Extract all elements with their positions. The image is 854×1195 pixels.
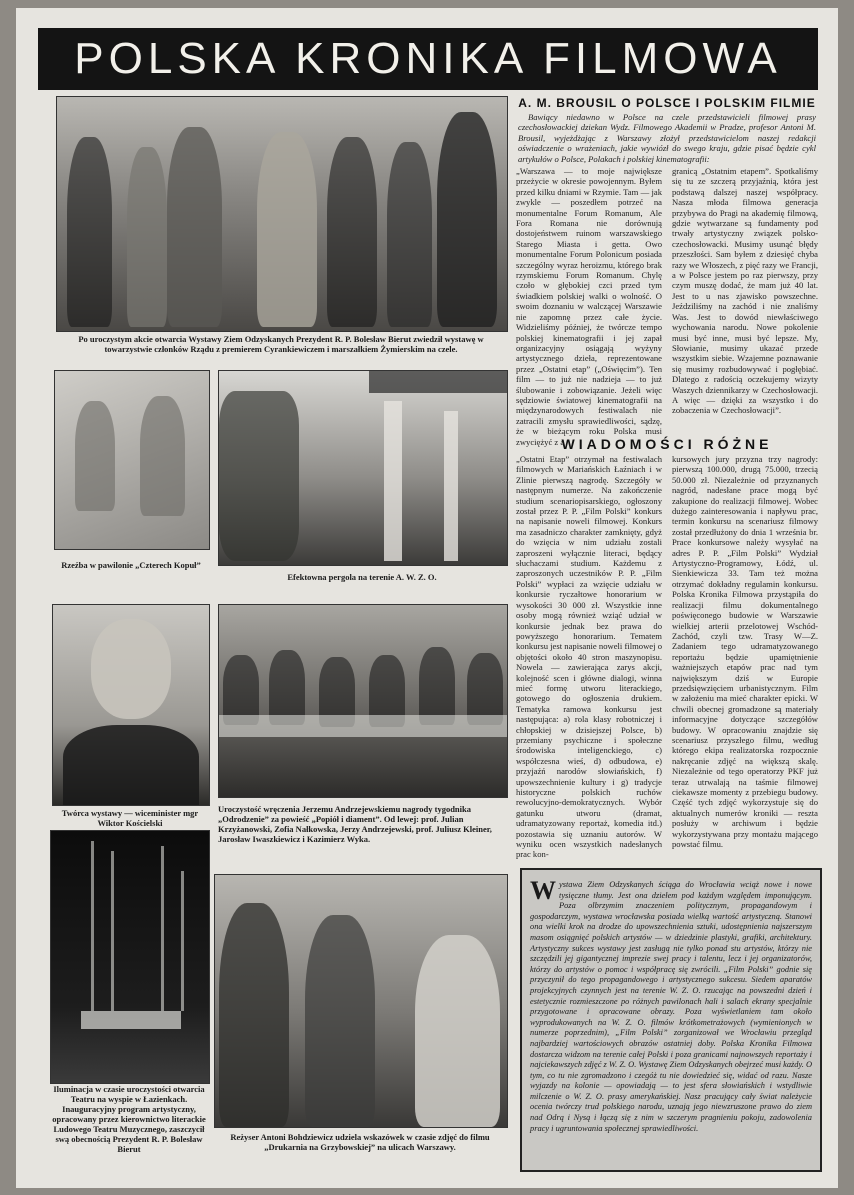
caption-film-set: Reżyser Antoni Bohdziewicz udziela wskazówek w czasie zdjęć do filmu „Drukarnia na Grzybowskiej” na ulicach Warszawy.: [230, 1132, 490, 1152]
photo-film-set: [214, 874, 508, 1128]
exhibition-dropcap: W: [530, 876, 556, 905]
photo-sculpture: [54, 370, 210, 550]
photo-jury: [218, 604, 508, 798]
exhibition-article-box: [520, 868, 822, 1172]
caption-portrait: Twórca wystawy — wiceminister mgr Wiktor Kościelski: [61, 808, 199, 828]
article-news-column-2: kursowych jury przyzna trzy nagrody: pierwszą 100.000, drugą 75.000, trzecią 50.000 zł. Niezależnie od przyznanych nagród, nadesłane prace mogą być zakupione do realizacji filmowej. Wobec dużego zainteresowania i napływu prac, termin konkursu na scenariusz filmowy został przedłużony do dnia 1 września br. Prace konkursowe należy wysyłać na adres P. P. „Film Polski” Wydział Artystyczno-Programowy, Łódź, ul. Sienkiewicza 33. Tam też można otrzymać dokładny regulamin konkursu. Polska Kronika Filmowa przystąpiła do realizacji filmu dokumentalnego poświęconego budowie w Warszawie wielkiej arterii przelotowej Wschód-Zachód, czyli tzw. Trasy W—Z. Zadaniem tego udramatyzowanego reportażu będzie upamiętnienie ważniejszych etapów prac nad tym największym dziś w Europie przedsięwzięciem urbanistycznym. Film w założeniu ma mieć charakter epicki. W chwili obecnej gromadzone są materiały informacyjne dotyczące szczegółów budowy. W opracowaniu znajdzie się scenariusz przyszłego filmu, według którego ekipa realizatorska rozpocznie nakręcanie zdjęć na większą skalę. Niezależnie od tego operatorzy PKF już teraz utrwalają na taśmie filmowej ciekawsze momenty z przebiegu budowy. Część tych zdjęć wykorzystuje się do aktualnych numerów kroniki — reszta posłuży w archiwum i będzie wykorzystywana przy montażu mającego powstać filmu.: [672, 454, 818, 850]
masthead-title: POLSKA KRONIKA FILMOWA: [38, 28, 818, 90]
article-news-column-1: „Ostatni Etap” otrzymał na festiwalach filmowych w Mariańskich Łaźniach i w Zlinie pierwszą nagrodę. Szczegóły w następnym numerze. Na zakończenie studium scenariopisarskiego, ogłoszony został przez P. P. „Film Polski” konkurs na napisanie noweli filmowej. Konkurs ma zasadniczo charakter zamknięty, gdyż do wzięcia w nim udziału zostali zaproszeni wyłącznie literaci, będący słuchaczami studium. Każdemu z zaproszonych uczestników P. P. „Film Polski” wypłaci za wzięcie udziału w konkursie ryczałtowe honorarium w wysokości 30 000 zł. Wszystkie inne osoby mogą również wziąć udział w konkursie jednak bez prawa do powyższego honorarium. Tematem konkursu jest napisanie noweli filmowej o objętości około 40 stron maszynopisu. Nowela — zawierająca zarys akcji, kolejność scen i główne dialogi, winna mieć formę utworu literackiego, gotowego do ogłoszenia drukiem. Tematyka ramowa konkursu jest następująca: a) rola klasy robotniczej i chłopskiej w dzisiejszej Polsce, b) przemiany psychiczne i społeczne środowiska inteligenckiego, c) współczesna wieś, d) odbudowa, e) przyjaźń narodów słowiańskich, f) upowszechnienie kultury i g) tradycje historyczne polskich ruchów rewolucyjno-demokratycznych. Wybór gatunku utworu (dramat, udramatyzowany reportaż, komedia itd.) pozostawia się uznaniu autorów. W wyniku ocen wszystkich nadesłanych prac kon-: [516, 454, 662, 860]
caption-sculpture: Rzeźba w pawilonie „Czterech Kopuł”: [61, 560, 201, 570]
caption-jury: Uroczystość wręczenia Jerzemu Andrzejewskiemu nagrody tygodnika „Odrodzenie” za powieść „Popiół i diament”. Od lewej: prof. Julian Krzyżanowski, Zofia Nałkowska, Jerzy Andrzejewski, prof. Juliusz Kleiner, Jarosław Iwaszkiewicz i Kazimierz Wyka.: [218, 804, 492, 844]
article-brousil-column-1: „Warszawa — to moje największe przeżycie w okresie powojennym. Byłem przed kilku dniami w Rzymie. Tam — jak zwykle — poszedłem potrzeć na monumentalne Forum Romanum, Ale Fora Romana nie dorównują dostojeństwem ruinom warszawskiego Starego Miasta i getta. Owo monumentalne Forum Polonicum posiada szczególny wyraz heroizmu, którego brak rzymskiemu Forum Romanum. Chylę czoło w głębokiej czci przed tym świadkiem polskiej walki o wolność. O swoim doznaniu w walczącej Warszawie nie zapomnę przez całe życie. Widzieliśmy później, że twórcze tempo polskiej kinematografii i jej zapał organizacyjny osiągają wyżyny artystycznego dzieła, reprezentowane przez „Ostatni etap” („Oświęcim”). Ten film — to już nie nadzieja — to już ślubowanie i zobowiązanie. Jeżeli więc sędziowie światowej kinematografii na międzynarodowych festiwalach nie zatracili zmysłu sprawiedliwości, sądzę, że w bieżącym roku Polska musi zwyciężyć z a: [516, 166, 662, 447]
photo-portrait: [52, 604, 210, 806]
article-brousil-column-2: granicą „Ostatnim etapem”. Spotkaliśmy się tu ze szczerą przyjaźnią, która jest podstawą dalszej naszej współpracy. Nasza młoda filmowa generacja przybywa do Pragi na akademię filmową, gdzie wytwarzane są fundamenty pod trwały artystyczny związek polsko-czechosłowacki. Musimy usunąć błędy przeszłości. Sam byłem z dziesięć chyba razy we Włoszech, z pięć razy we Francji, a w Polsce jestem po raz pierwszy, przy czym muszę dodać, że mam już 40 lat. Jest to u nas zjawisko powszechne. Jeździliśmy na zachód i nie znaliśmy Was. Jest to dowód niewłaściwego wychowania narodu. Nowe pokolenie musi być inne, musi być lepsze. My, Słowianie, musimy ukazać przede wszystkim siebie. Wzajemne poznawanie się musimy rozbudowywać i pogłębiać. Dlatego z radością oczekujemy wizyty Waszych dziennikarzy w Czechosłowacji. A więc — dzięki za wszystko i do zobaczenia w Czechosłowacji”.: [672, 166, 818, 416]
article-brousil-lead: Bawiący niedawno w Polsce na czele przedstawicieli filmowej prasy czechosłowackiej dziekan Wydz. Filmowego Akademii w Pradze, profesor Antoni M. Brousil, wyjeżdżając z Warszawy złożył przedstawicielom naszej redakcji oświadczenie o wrażeniach, jakie wywiózł do swego kraju, gdzie pisać będzie cykl artykułów o Polsce, Polakach i polskiej kinematografii:: [518, 112, 816, 164]
caption-top-photo: Po uroczystym akcie otwarcia Wystawy Ziem Odzyskanych Prezydent R. P. Bolesław Bierut zwiedził wystawę w towarzystwie członków Rządu z premierem Cyrankiewiczem i marszałkiem Żymierskim na czele.: [78, 334, 484, 354]
article-news-headline: WIADOMOŚCI RÓŻNE: [561, 436, 773, 452]
caption-night-illumination: Iluminacja w czasie uroczystości otwarcia Teatru na wyspie w Łazienkach. Inauguracyjny program artystyczny, opracowany przez kierownictwo literackie Ludowego Teatru Muzycznego, zaszczycił swą obecnością Prezydent R. P. Bolesław Bierut: [52, 1084, 206, 1154]
exhibition-body: ystawa Ziem Odzyskanych ściąga do Wrocławia wciąż nowe i nowe tysięczne tłumy. Jest ona dziełem pod każdym względem imponującym. Poza olbrzymim znaczeniem politycznym, propagandowym i gospodarczym, wystawa wrocławska posiada wielką wartość artystyczną. Stanowi ona wielki krok na drodze do upowszechnienia sztuki, udostępnienia najszerszym masom osiągnięć polskich artystów — w dziedzinie plastyki, grafiki, architektury. Artystyczny sukces wystawy jest zasługą nie tylko ponad stu artystów, którzy nie szczędzili jej gigantycznej imprezie swej pracy i talentu, lecz i jej organizatorów, którzy do artystów o pomoc i współpracę się zwrócili. „Film Polski” godnie się przyczynił do tego propagandowego i artystycznego sukcesu. Siedem aparatów projekcyjnych czynnych jest na terenie W. Z. O. rzucając na powszedni dzień i estetycznie rozmieszczone po różnych pawilonach hali i salach ekrany specjalnie przygotowane i opracowane obrazy. Poza wyświetlaniem tam około wyprodukowanych na W. Z. O. filmów krótkometrażowych (wymienionych w numerze poprzednim), „Film Polski” zorganizował we Wrocławiu przegląd najbardziej wartościowych obrazów ostatniej doby. Polska Kronika Filmowa dostarcza widzom na terenie całej Polski i poza granicami najnowszych reportaży i najciekawszych zdjęć z W. Z. O. Wystawę Ziem Odzyskanych obejrzeć musi każdy. O tym, co tu nie zgromadzono i czegóż tu nie dowiedzieć się, widać od razu. Nasze wyjazdy na kolonie — opowiadają — to jest sfera słowiańskich i wstydliwie milczenie o W. Z. O. prasy amerykańskiej. Nasz pracujący cały świat należycie ocenia twórczy trud polskiego narodu, uznają jego niewzruszone prawo do ziem nad Odrą i Nysą i łączą się z nim w szczerym pragnieniu pokoju, zadowolenia pracy i ugruntowania społecznej sprawiedliwości.: [530, 880, 812, 1133]
photo-night-illumination: [50, 830, 210, 1084]
caption-pergola: Efektowna pergola na terenie A. W. Z. O.: [287, 572, 437, 582]
exhibition-article-text: [530, 876, 812, 1162]
top-photo-officials: [56, 96, 508, 332]
article-brousil-headline: A. M. BROUSIL O POLSCE I POLSKIM FILMIE: [518, 96, 816, 110]
photo-pergola: [218, 370, 508, 566]
